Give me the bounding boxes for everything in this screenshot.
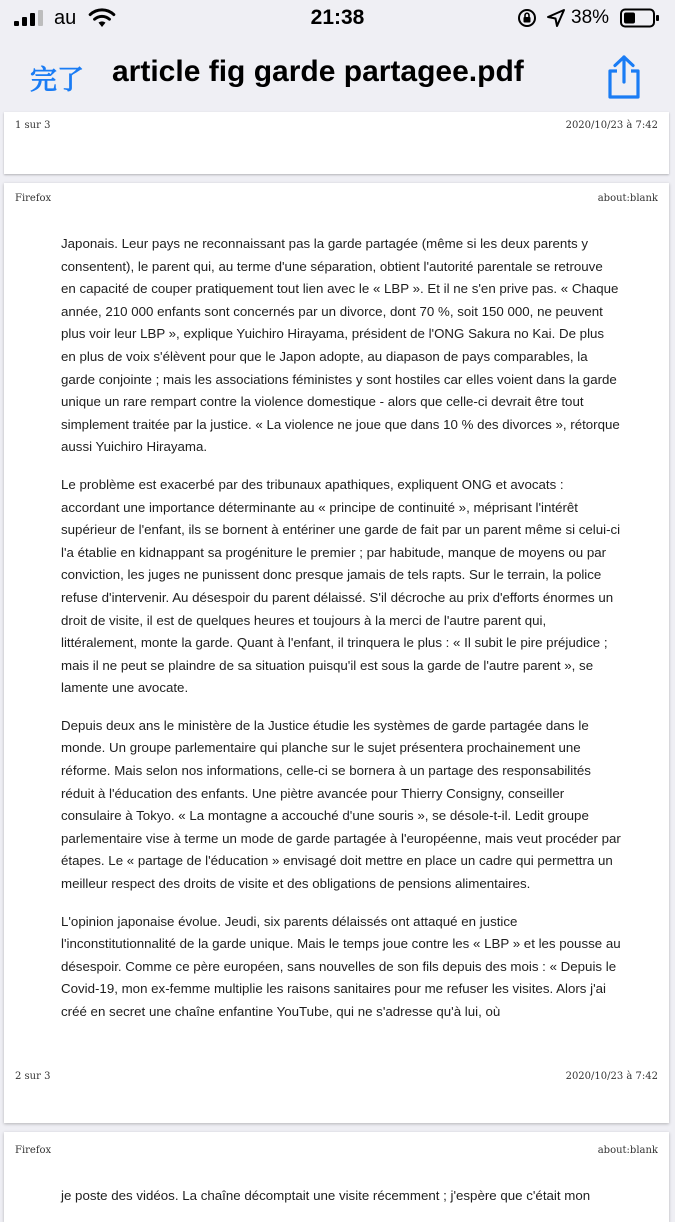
page-footer-date: 2020/10/23 à 7:42 (565, 1071, 658, 1082)
article-paragraph: Le problème est exacerbé par des tribunaux apathiques, expliquent ONG et avocats : accordant une importance déterminante au « principe de continuité », méprisant l'intérêt supérieur de l'enfant, ils se bornent à entériner une garde de fait par un parent même si celui-ci l'a établie en kidnappant sa progéniture le premier ; par habitude, manque de moyens ou par conviction, les juges ne punissent donc presque jamais de tels rapts. Sur le terrain, la police refuse d'intervenir. Au désespoir du parent délaissé. S'il décroche au prix d'efforts énormes un droit de visite, il est de quelques heures et toujours à la merci de l'autre parent qui, littéralement, monte la garde. Quant à l'enfant, il trinquera le plus : « Il subit le pire préjudice ; mais il ne peut se plaindre de sa situation puisqu'il est sous la garde de l'autre parent », se lamente une avocate. (61, 476, 621, 696)
share-icon[interactable] (604, 54, 644, 100)
article-paragraph: je poste des vidéos. La chaîne décomptait une visite récemment ; j'espère que c'était mon (61, 1188, 591, 1203)
battery-icon (620, 8, 660, 28)
battery-percentage: 38% (571, 7, 610, 28)
page-header-app: Firefox (15, 1145, 52, 1156)
navigation-bar (0, 40, 675, 112)
page-footer-date: 2020/10/23 à 7:42 (565, 120, 658, 131)
status-bar (0, 0, 675, 40)
page-header-url: about:blank (597, 193, 658, 204)
article-body (61, 233, 621, 1039)
pdf-page-1 (4, 112, 669, 174)
page-header-url: about:blank (597, 1145, 658, 1156)
article-paragraph: L'opinion japonaise évolue. Jeudi, six parents délaissés ont attaqué en justice l'inconstitutionnalité de la garde unique. Mais le temps joue contre les « LBP » et les pousse au désespoir. Comme ce père européen, sans nouvelles de son fils depuis des mois : « Depuis le Covid-19, mon ex-femme multiplie les raisons sanitaires pour me refuser les visites. Alors j'ai créé en secret une chaîne enfantine YouTube, qui ne s'adresse qu'à lui, où (61, 913, 621, 1019)
page-header-app: Firefox (15, 193, 52, 204)
orientation-lock-icon (517, 8, 537, 28)
carrier-name: au (54, 7, 77, 29)
done-button[interactable]: 完了 (30, 65, 84, 95)
pdf-page-3 (4, 1132, 669, 1222)
page-footer-number: 1 sur 3 (15, 120, 51, 131)
page-footer-number: 2 sur 3 (15, 1071, 51, 1082)
clock: 21:38 (310, 6, 365, 29)
article-paragraph: Japonais. Leur pays ne reconnaissant pas la garde partagée (même si les deux parents y consentent), le parent qui, au terme d'une séparation, obtient l'autorité parentale se retrouve en capacité de couper pratiquement tout lien avec le « LBP ». Et il ne s'en prive pas. « Chaque année, 210 000 enfants sont concernés par un divorce, dont 70 %, soit 150 000, ne peuvent plus voir leur LBP », explique Yuichiro Hirayama, président de l'ONG Sakura no Kai. De plus en plus de voix s'élèvent pour que le Japon adopte, au diapason de pays comparables, la garde conjointe ; mais les associations féministes y sont hostiles car elles voient dans la garde unique un rare rempart contre la violence domestique - alors que celle-ci devrait être tout simplement traitée par la justice. « La violence ne joue que dans 10 % des divorces », rétorque aussi Yuichiro Hirayama. (61, 236, 620, 455)
article-paragraph: Depuis deux ans le ministère de la Justice étudie les systèmes de garde partagée dans le monde. Un groupe parlementaire qui planche sur le sujet présentera prochainement une réforme. Mais selon nos informations, celle-ci se bornera à un partage des responsabilités réduit à l'éducation des enfants. Une piètre avancée pour Thierry Consigny, conseiller consulaire à Tokyo. « La montagne a accouché d'une souris », se désole-t-il. Ledit groupe parlementaire vise à terme un mode de garde partagée à l'européenne, mais veut procéder par étapes. Le « partage de l'éducation » envisagé doit mettre en place un cadre qui permettra un meilleur respect des droits de visite et des obligations de pensions alimentaires. (61, 717, 621, 892)
pdf-page-2 (4, 183, 669, 1123)
document-title: article fig garde partagee.pdf (112, 55, 524, 88)
location-arrow-icon (546, 8, 566, 28)
